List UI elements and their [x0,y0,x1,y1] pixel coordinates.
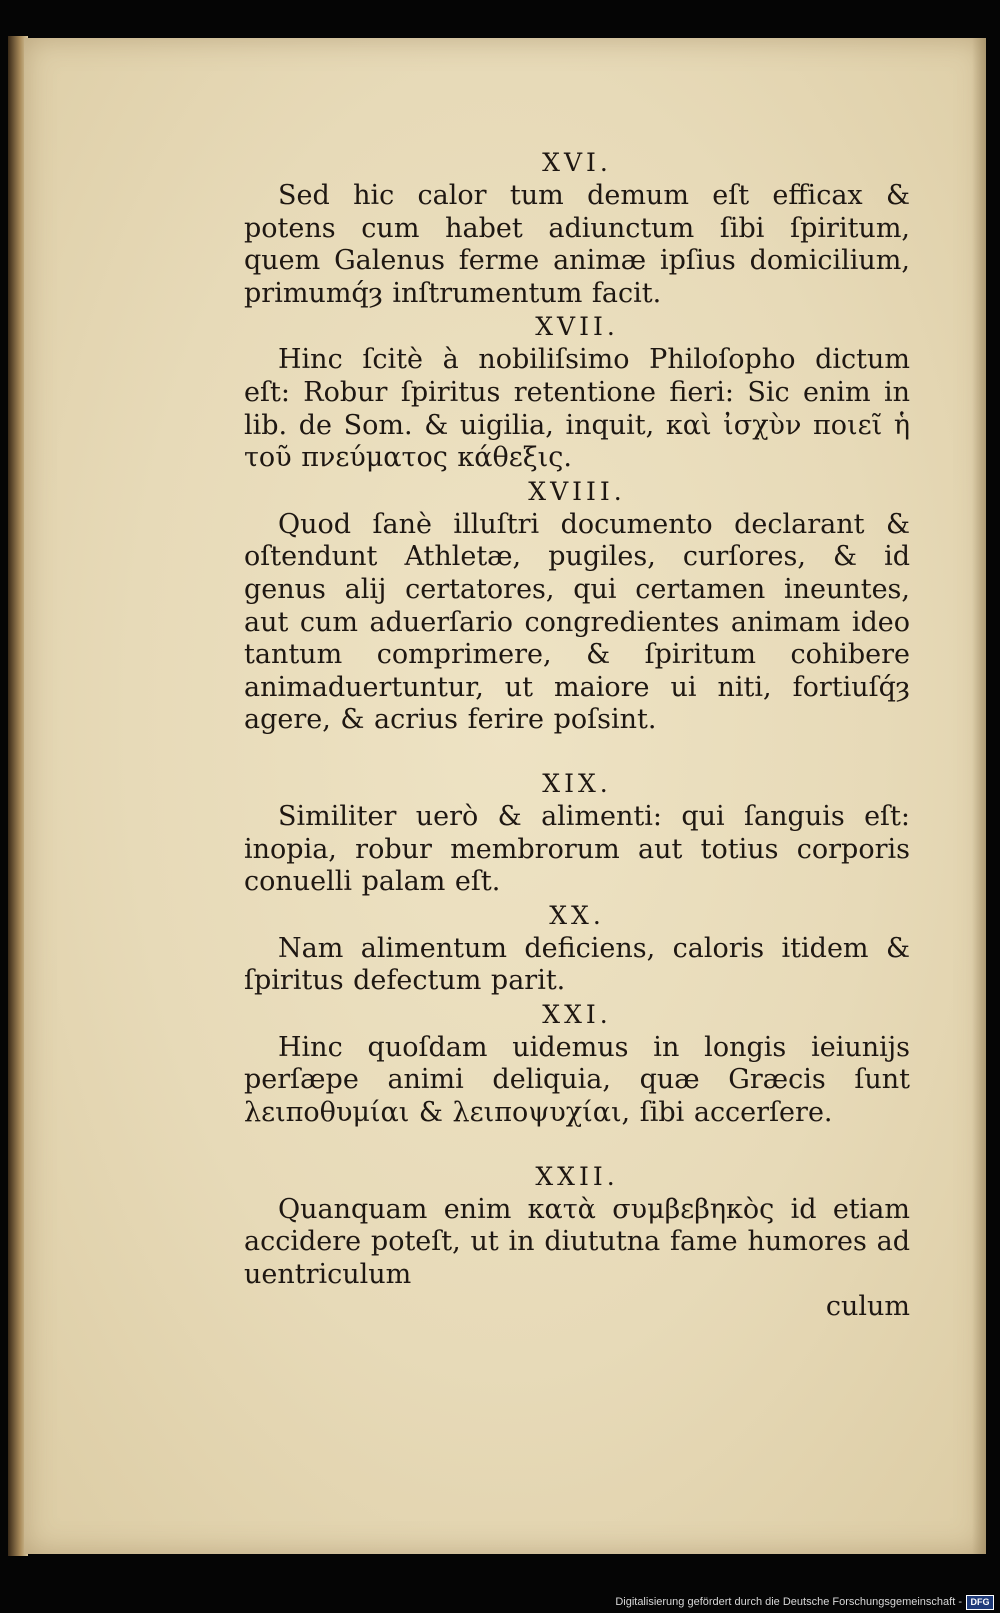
section-numeral-xvii: XVII. [535,312,619,342]
catchword: culum [825,1291,910,1323]
section-numeral-xx: XX. [549,900,605,930]
text-block [244,146,910,1323]
section-text-xviii: Quod ſanè illuſtri documento declarant & oſtendunt Athletæ, pugiles, curſores, & id genus alij certatores, qui certamen ineuntes, aut cum aduerſario congredientes animam ideo tantum comprimere, & ſpiritum cohibere animaduertuntur, ut maiore ui niti, fortiuſq́ȝ agere, & acrius ferire poſsint. [244,508,910,736]
section-numeral-xix: XIX. [542,768,612,798]
section-numeral-xvi: XVI. [542,148,612,177]
section-numeral-xviii: XVIII. [528,476,626,506]
section-text-xxi: Hinc quoſdam uidemus in longis ieiunijs perſæpe animi deliquia, quæ Græcis ſunt λειποθυμίαι & λειποψυχίαι, ſibi accerſere. [244,1031,910,1129]
footer-credit: Digitalisierung gefördert durch die Deutsche Forschungsgemeinschaft - [615,1596,962,1608]
section-numeral-xxii: XXII. [535,1161,619,1191]
book-page [24,38,986,1554]
digitization-footer [615,1593,994,1611]
section-numeral-xxi: XXI. [542,999,612,1029]
section-text-xxii: Quanquam enim κατὰ συμβεβηκὸς id etiam accidere poteſt, ut in diututna fame humores ad uentriculum [244,1193,910,1290]
section-text-xvi: Sed hic calor tum demum eſt efficax & potens cum habet adiunctum ſibi ſpiritum, quem Galenus ferme animæ ipſius domicilium, primumq́ȝ inſtrumentum facit. [244,180,910,309]
section-text-xx: Nam alimentum deficiens, caloris itidem & ſpiritus defectum parit. [244,932,910,997]
section-text-xix: Similiter uerò & alimenti: qui ſanguis eſt: inopia, robur membrorum aut totius corporis conuelli palam eſt. [244,800,910,898]
dfg-logo-icon: DFG [966,1595,994,1610]
section-text-xvii: Hinc ſcitè à nobiliſsimo Philoſopho dictum eſt: Robur ſpiritus retentione fieri: Sic enim in lib. de Som. & uigilia, inquit, καὶ ἰσχὺν ποιεῖ ἡ τοῦ πνεύματος κάθεξις. [244,344,910,474]
